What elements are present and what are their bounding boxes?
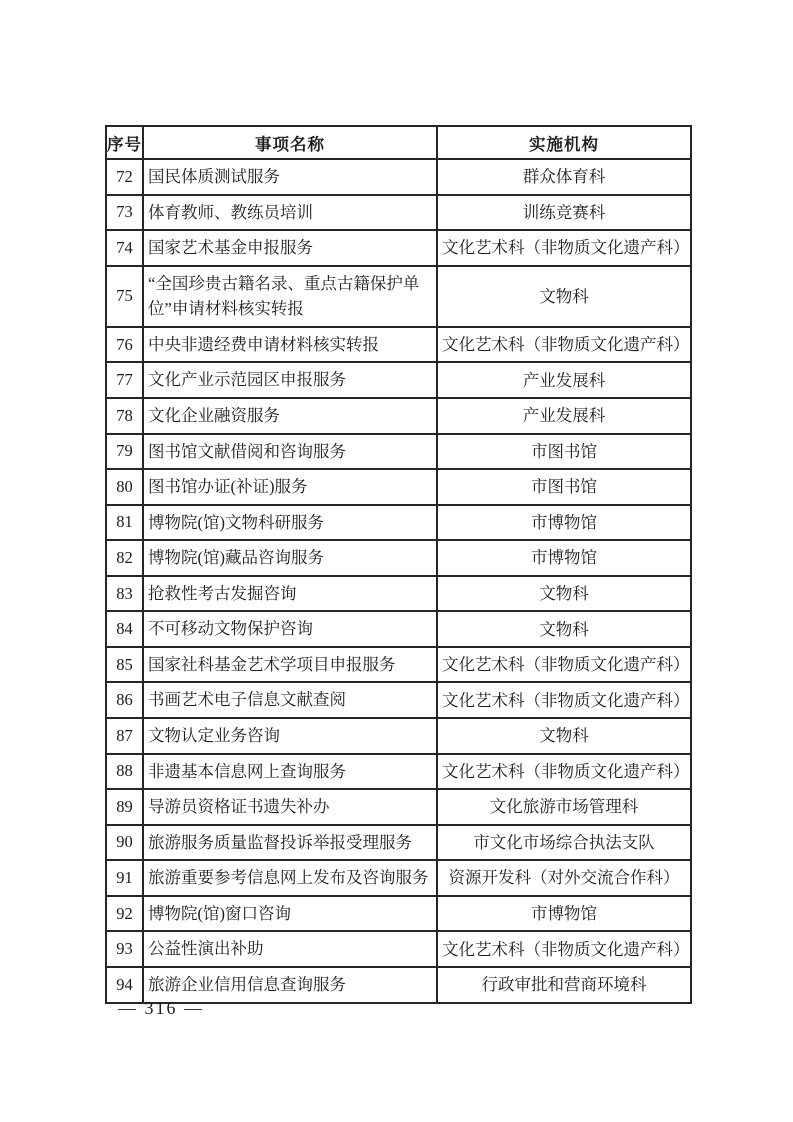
row-serial-number: 85 [106,647,143,683]
row-serial-number: 75 [106,266,143,327]
table-row [106,327,691,363]
row-serial-number: 72 [106,159,143,195]
row-item-name: 中央非遗经费申请材料核实转报 [143,327,437,363]
row-item-name: 图书馆文献借阅和咨询服务 [143,434,437,470]
row-agency: 文物科 [437,611,691,647]
table-row [106,230,691,266]
row-agency: 文化艺术科（非物质文化遗产科） [437,931,691,967]
table-row [106,682,691,718]
row-agency: 文物科 [437,266,691,327]
row-item-name: 博物院(馆)藏品咨询服务 [143,540,437,576]
row-agency: 市博物馆 [437,505,691,541]
row-item-name: “全国珍贵古籍名录、重点古籍保护单位”申请材料核实转报 [143,266,437,327]
row-item-name: 非遗基本信息网上查询服务 [143,754,437,790]
header-serial-number: 序号 [106,126,143,159]
row-item-name: 旅游企业信用信息查询服务 [143,967,437,1003]
table-row [106,362,691,398]
row-item-name: 国家艺术基金申报服务 [143,230,437,266]
row-agency: 文物科 [437,576,691,612]
table-row [106,266,691,327]
row-serial-number: 93 [106,931,143,967]
table-row [106,159,691,195]
page-number: — 316 — [118,998,204,1018]
row-agency: 产业发展科 [437,398,691,434]
row-item-name: 图书馆办证(补证)服务 [143,469,437,505]
header-implementing-agency: 实施机构 [437,126,691,159]
table-body [106,159,691,1003]
row-agency: 市图书馆 [437,469,691,505]
row-agency: 市博物馆 [437,540,691,576]
row-agency: 文物科 [437,718,691,754]
row-item-name: 公益性演出补助 [143,931,437,967]
row-serial-number: 92 [106,896,143,932]
row-item-name: 导游员资格证书遗失补办 [143,789,437,825]
row-serial-number: 89 [106,789,143,825]
row-agency: 文化艺术科（非物质文化遗产科） [437,754,691,790]
row-agency: 训练竞赛科 [437,195,691,231]
row-serial-number: 94 [106,967,143,1003]
service-items-table [105,125,692,1004]
row-item-name: 旅游重要参考信息网上发布及咨询服务 [143,860,437,896]
row-serial-number: 91 [106,860,143,896]
table-row [106,718,691,754]
table-row [106,398,691,434]
row-agency: 产业发展科 [437,362,691,398]
row-item-name: 国家社科基金艺术学项目申报服务 [143,647,437,683]
row-item-name: 不可移动文物保护咨询 [143,611,437,647]
row-serial-number: 83 [106,576,143,612]
table-row [106,576,691,612]
table-row [106,540,691,576]
table-row [106,647,691,683]
row-agency: 行政审批和营商环境科 [437,967,691,1003]
table-row [106,789,691,825]
row-agency: 市博物馆 [437,896,691,932]
row-agency: 市图书馆 [437,434,691,470]
row-item-name: 国民体质测试服务 [143,159,437,195]
row-item-name: 体育教师、教练员培训 [143,195,437,231]
row-agency: 文化艺术科（非物质文化遗产科） [437,647,691,683]
row-serial-number: 80 [106,469,143,505]
row-serial-number: 77 [106,362,143,398]
table-row [106,469,691,505]
table-row [106,860,691,896]
row-serial-number: 90 [106,825,143,861]
row-item-name: 博物院(馆)窗口咨询 [143,896,437,932]
row-serial-number: 74 [106,230,143,266]
row-serial-number: 82 [106,540,143,576]
table-row [106,896,691,932]
row-serial-number: 84 [106,611,143,647]
row-item-name: 旅游服务质量监督投诉举报受理服务 [143,825,437,861]
row-item-name: 抢救性考古发掘咨询 [143,576,437,612]
header-item-name: 事项名称 [143,126,437,159]
row-item-name: 博物院(馆)文物科研服务 [143,505,437,541]
row-agency: 群众体育科 [437,159,691,195]
row-item-name: 文物认定业务咨询 [143,718,437,754]
row-serial-number: 73 [106,195,143,231]
row-agency: 市文化市场综合执法支队 [437,825,691,861]
row-item-name: 文化企业融资服务 [143,398,437,434]
row-agency: 资源开发科（对外交流合作科） [437,860,691,896]
row-serial-number: 81 [106,505,143,541]
table-row [106,754,691,790]
table-row [106,505,691,541]
row-serial-number: 87 [106,718,143,754]
row-serial-number: 78 [106,398,143,434]
table-row [106,611,691,647]
row-agency: 文化旅游市场管理科 [437,789,691,825]
row-agency: 文化艺术科（非物质文化遗产科） [437,682,691,718]
row-item-name: 书画艺术电子信息文献查阅 [143,682,437,718]
table-row [106,931,691,967]
table-header-row [106,126,691,159]
row-item-name: 文化产业示范园区申报服务 [143,362,437,398]
row-serial-number: 86 [106,682,143,718]
row-serial-number: 76 [106,327,143,363]
row-serial-number: 79 [106,434,143,470]
row-agency: 文化艺术科（非物质文化遗产科） [437,327,691,363]
table-row [106,434,691,470]
row-serial-number: 88 [106,754,143,790]
table-row [106,825,691,861]
row-agency: 文化艺术科（非物质文化遗产科） [437,230,691,266]
table-row [106,195,691,231]
